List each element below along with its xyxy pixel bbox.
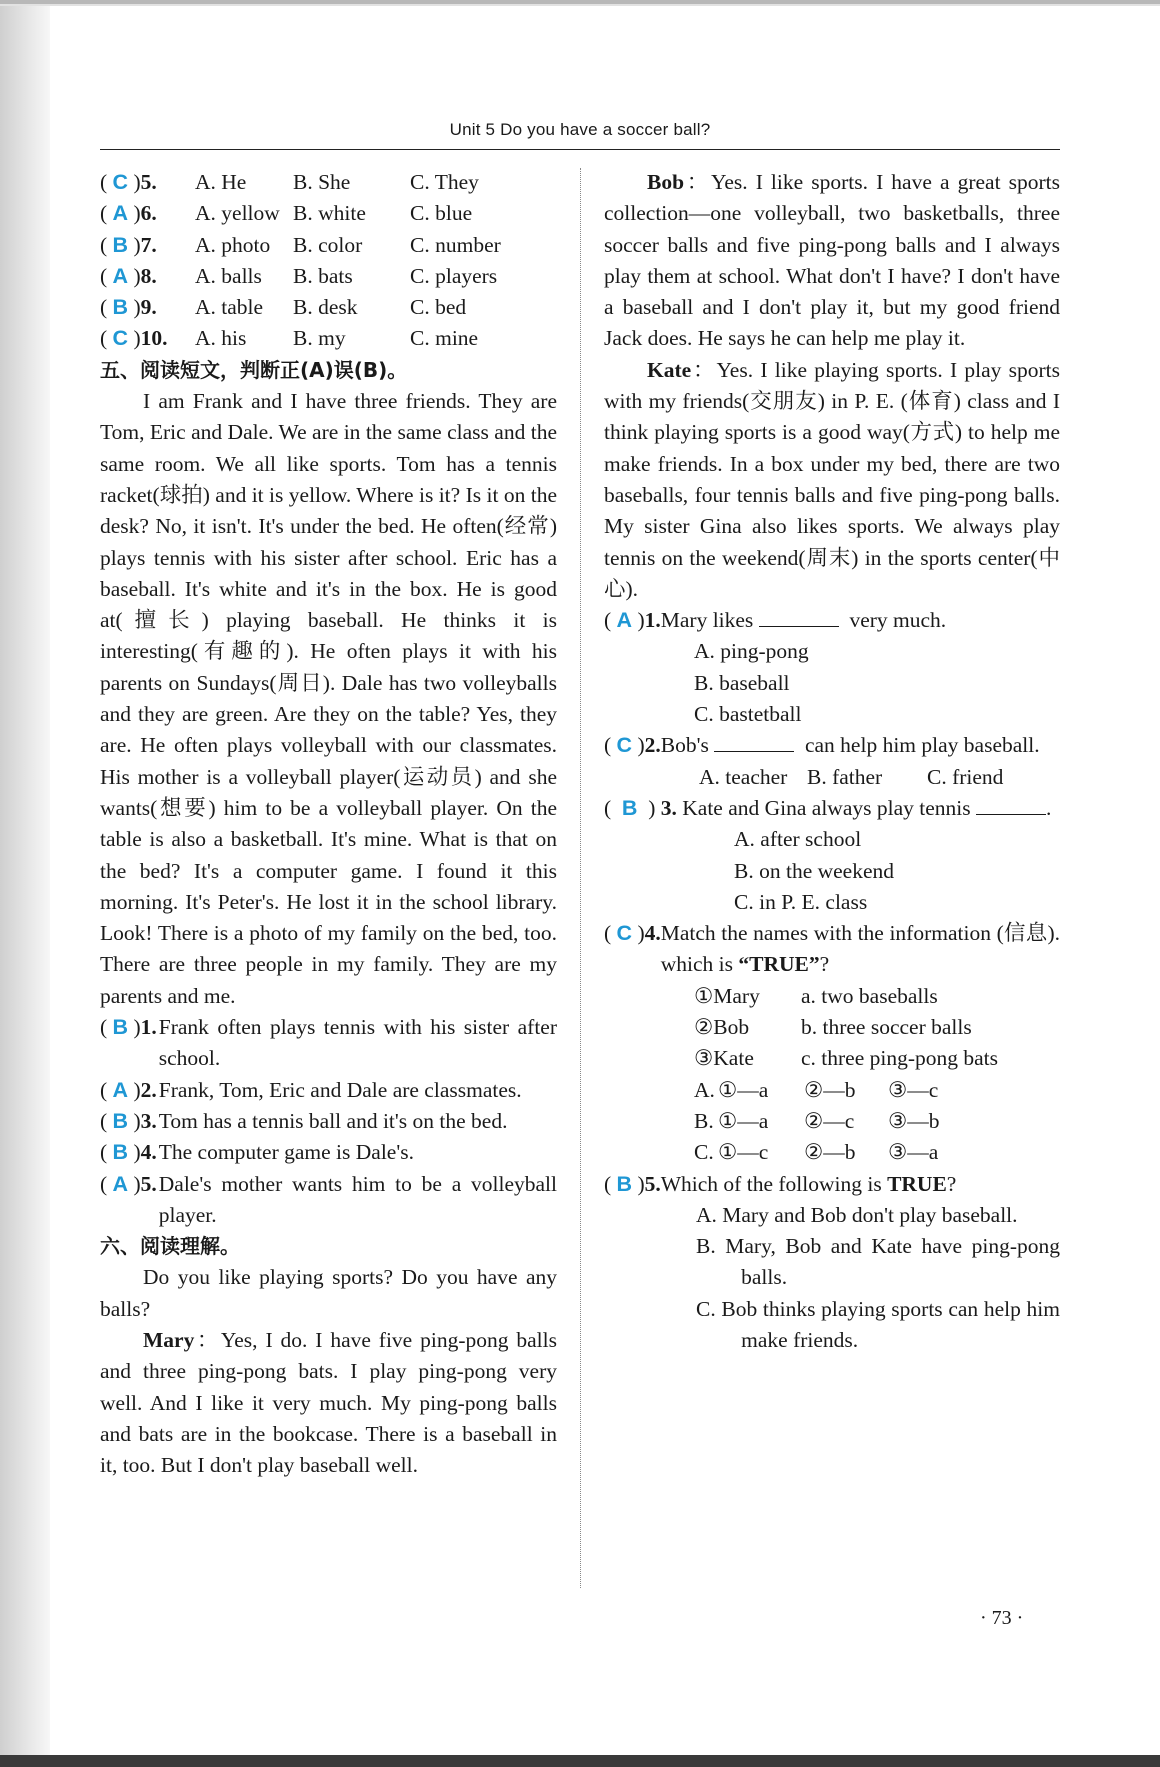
question-text-after: can help him play baseball.: [804, 733, 1040, 758]
question-text: Dale's mother wants him to be a volleyball player.: [158, 1171, 557, 1227]
question-text-bold: “TRUE”: [738, 952, 820, 977]
matching-option: [604, 1137, 1060, 1168]
bob-colon: ：: [684, 170, 711, 194]
paren-open: (: [100, 232, 108, 257]
judge-question: [100, 1012, 557, 1075]
answer-letter: C: [616, 733, 633, 758]
question-text-before: Which of the following is: [660, 1171, 882, 1196]
match-1: ①—c: [718, 1140, 769, 1165]
question-number-box: ( B )1.: [100, 1015, 157, 1040]
question-text-before: Kate and Gina always play tennis: [682, 795, 971, 820]
answer-blank: [759, 608, 839, 627]
match-1: ①—a: [718, 1077, 769, 1102]
page-top-edge-shadow: [0, 4, 1160, 6]
question-number-box: [100, 261, 205, 292]
question-text-before: Mary likes: [660, 608, 754, 633]
option-b: B. white: [293, 201, 366, 226]
option-c: C. bed: [410, 295, 467, 320]
match-2: ②—b: [804, 1140, 856, 1165]
judge-question: [100, 1169, 557, 1232]
answer-letter: B: [112, 295, 129, 320]
question-number: 10.: [140, 326, 168, 351]
answer-letter: A: [616, 608, 633, 633]
option-a: A. his: [195, 326, 247, 351]
paren-open: (: [100, 326, 108, 351]
option-c: C. mine: [410, 326, 479, 351]
option-b: B. She: [293, 170, 351, 194]
question-number: 8.: [140, 263, 157, 288]
option: B. baseball: [694, 670, 790, 695]
mary-colon: ：: [194, 1327, 221, 1352]
match-3: ③—a: [888, 1140, 939, 1165]
kate-name: Kate: [647, 357, 692, 382]
option-label: B.: [694, 1108, 714, 1133]
paren-close: ): [133, 263, 141, 288]
section-6-intro: Do you like playing sports? Do you have any balls?: [100, 1265, 557, 1321]
option: C. friend: [927, 764, 1004, 789]
option-b: B. my: [293, 326, 346, 351]
section-5-title: 五、阅读短文，判断正(A)误(B)。: [100, 357, 408, 382]
page-number: · 73 ·: [980, 1607, 1024, 1629]
option-a: A. He: [195, 170, 247, 194]
question-number: 4.: [140, 1140, 157, 1165]
question-text: The computer game is Dale's.: [158, 1140, 414, 1165]
question-number: 2.: [140, 1077, 157, 1102]
answer-letter: A: [112, 263, 129, 288]
option-a: A. balls: [195, 263, 262, 288]
question-number: 5.: [140, 170, 157, 194]
page-bottom-edge: [0, 1755, 1160, 1767]
question-number-box: [100, 167, 205, 198]
question-number-box: ( A )1.: [604, 608, 661, 633]
page-header: Unit 5 Do you have a soccer ball?: [449, 120, 711, 139]
kate-text: Yes. I like playing sports. I play sports with my friends(交朋友) in P. E. (体育) class and I think playing sports is a good way(方式) to help me make friends. In a box under my bed, there are two baseballs, four tennis balls and five ping-pong balls. My sister Gina also likes sports. We always play tennis on the weekend(周末) in the sports center(中心).: [604, 357, 1060, 601]
match-1: ①—a: [718, 1108, 769, 1133]
q5-option-c: [604, 1294, 1060, 1357]
question-text: Tom has a tennis ball and it's on the bed.: [158, 1108, 508, 1133]
option-b: B. bats: [293, 263, 353, 288]
question-text-after: .: [1046, 795, 1052, 820]
matching-pair: [604, 1012, 1060, 1043]
answer-letter: C: [112, 326, 129, 351]
left-column: [100, 167, 557, 1481]
question-text: [661, 1169, 1060, 1200]
question-text-bold: TRUE: [887, 1171, 947, 1196]
option-c: C. blue: [410, 201, 473, 226]
header-rule: [100, 149, 1060, 150]
paren-open: (: [100, 263, 108, 288]
question-number: 9.: [140, 295, 157, 320]
match-3: ③—b: [888, 1108, 940, 1133]
paren-close: ): [133, 170, 141, 194]
judge-question: [100, 1137, 557, 1168]
mary-paragraph: [100, 1325, 557, 1481]
question-number-box: ( B )4.: [100, 1140, 157, 1165]
matching-pair: [604, 1043, 1060, 1074]
question-number-box: ( B )3.: [100, 1108, 157, 1133]
pair-info: c. three ping-pong bats: [801, 1046, 999, 1071]
q5-option-b: [604, 1231, 1060, 1294]
question-text: Frank often plays tennis with his sister after school.: [158, 1015, 557, 1071]
section-5-passage: I am Frank and I have three friends. They are Tom, Eric and Dale. We are in the same class and the same room. We all like sports. Tom has a tennis racket(球拍) and it is yellow. Where is it? Is it on the desk? No, it isn't. It's under the bed. He often(经常) plays tennis with his sister after school. Eric has a baseball. It's white and it's in the box. He is good at(擅长) playing baseball. He thinks it is interesting(有趣的). He often plays it with his parents on Sundays(周日). Dale has two volleyballs and they are green. Are they on the table? Yes, they are. He often plays volleyball with our classmates. His mother is a volleyball player(运动员) and she wants(想要) him to be a volleyball player. On the table is also a basketball. It's mine. What is that on the bed? It's a computer game. I found it this morning. It's Peter's. He lost it in the school library. Look! There is a photo of my family on the bed, too. There are three people in my family. They are my parents and me.: [100, 389, 557, 1008]
question-text-after: ?: [819, 952, 830, 977]
q5-option-a: [604, 1200, 1060, 1231]
answer-letter: C: [112, 170, 129, 194]
paren-close: ): [133, 295, 141, 320]
answer-letter: A: [112, 201, 129, 226]
paren-close: ): [133, 326, 141, 351]
question-number-box: [100, 292, 205, 323]
option: A. ping-pong: [694, 639, 809, 664]
column-divider: [580, 168, 581, 1588]
match-2: ②—b: [804, 1077, 856, 1102]
option: C. Bob thinks playing sports can help him make friends.: [696, 1296, 1060, 1352]
option-label: A.: [694, 1077, 715, 1102]
bob-text: Yes. I like sports. I have a great sports collection—one volleyball, two basketballs, three soccer balls and five ping-pong balls and I always play them at school. What don't I have? I don't have a baseball and I don't play it, but my good friend Jack does. He says he can help me play it.: [604, 170, 1060, 351]
pair-name: ②Bob: [694, 1015, 750, 1040]
section-6-title: 六、阅读理解。: [100, 1234, 240, 1259]
answer-letter: A: [112, 1077, 129, 1102]
answer-letter: C: [616, 921, 633, 946]
answer-letter: B: [621, 795, 638, 820]
cloze-choices: [100, 167, 557, 355]
question-text-before: Bob's: [660, 733, 709, 758]
question-number: 6.: [140, 201, 157, 226]
paren-open: (: [100, 295, 108, 320]
kate-paragraph: [604, 355, 1060, 605]
choice-row: [100, 230, 557, 261]
option: C. in P. E. class: [734, 889, 868, 914]
paren-open: (: [100, 201, 108, 226]
match-2: ②—c: [804, 1108, 855, 1133]
question-text: [661, 605, 1060, 636]
answer-letter: B: [112, 1015, 129, 1040]
question-number: 1.: [140, 1015, 157, 1040]
option-b: B. color: [293, 232, 363, 257]
paren-open: (: [100, 170, 108, 194]
choice-row: [100, 167, 557, 198]
matching-pairs: [604, 981, 1060, 1075]
pair-name: ①Mary: [694, 983, 760, 1008]
pair-name: ③Kate: [694, 1046, 754, 1071]
question-number: 3.: [660, 795, 677, 820]
option-a: A. yellow: [195, 201, 280, 226]
question-number: 1.: [644, 608, 661, 633]
option-label: C.: [694, 1140, 714, 1165]
question-number-box: ( A )2.: [100, 1077, 157, 1102]
pair-info: a. two baseballs: [801, 983, 938, 1008]
question-number-box: ( C )4.: [604, 921, 661, 946]
right-column: [604, 167, 1060, 1356]
choice-row: [100, 292, 557, 323]
option-c: C. They: [410, 170, 479, 194]
question-text: Frank, Tom, Eric and Dale are classmates.: [158, 1077, 522, 1102]
option: A. teacher: [699, 764, 788, 789]
bob-name: Bob: [647, 170, 685, 194]
match-3: ③—c: [888, 1077, 939, 1102]
option: C. bastetball: [694, 702, 802, 727]
answer-letter: B: [112, 1140, 129, 1165]
question-number-box: [100, 323, 205, 354]
option-c: C. players: [410, 263, 498, 288]
reading-question-1: [604, 605, 1060, 636]
reading-question-3: [604, 793, 1060, 824]
option-c: C. number: [410, 232, 501, 257]
matching-pair: [604, 981, 1060, 1012]
paren-close: ): [133, 232, 141, 257]
answer-letter: B: [112, 1108, 129, 1133]
q2-options: [604, 762, 1060, 793]
option-a: A. photo: [195, 232, 271, 257]
judge-question: [100, 1075, 557, 1106]
question-text-after: ?: [946, 1171, 957, 1196]
book-spine-shadow: [0, 6, 50, 1758]
paren-close: ): [133, 201, 141, 226]
option: A. after school: [734, 827, 862, 852]
choice-row: [100, 323, 557, 354]
question-number: 7.: [140, 232, 157, 257]
question-number: 5.: [644, 1171, 661, 1196]
kate-colon: ：: [691, 357, 717, 382]
judge-question: [100, 1106, 557, 1137]
option: B. father: [807, 764, 883, 789]
matching-option: [604, 1075, 1060, 1106]
question-text: [661, 918, 1060, 981]
mary-text: Yes, I do. I have five ping-pong balls and three ping-pong bats. I play ping-pong very well. And I like it very much. My ping-pong balls and bats are in the bookcase. There is a baseball in it, too. But I don't play baseball well.: [100, 1327, 557, 1478]
matching-options: [604, 1075, 1060, 1169]
question-number: 4.: [644, 921, 661, 946]
choice-row: [100, 198, 557, 229]
answer-letter: B: [616, 1171, 633, 1196]
question-number-box: ( B ) 3.: [604, 795, 677, 820]
answer-letter: B: [112, 232, 129, 257]
question-text: [661, 730, 1060, 761]
reading-question-2: [604, 730, 1060, 761]
question-number-box: [100, 230, 205, 261]
question-number-box: [100, 198, 205, 229]
option-b: B. desk: [293, 295, 358, 320]
question-number-box: ( C )2.: [604, 733, 661, 758]
mary-name: Mary: [143, 1327, 195, 1352]
section-5-questions: [100, 1012, 557, 1231]
answer-blank: [976, 796, 1046, 815]
answer-letter: A: [112, 1171, 129, 1196]
question-number: 5.: [140, 1171, 157, 1196]
bob-paragraph: [604, 167, 1060, 355]
pair-info: b. three soccer balls: [801, 1015, 972, 1040]
reading-question-4: [604, 918, 1060, 981]
option: B. Mary, Bob and Kate have ping-pong balls.: [696, 1234, 1060, 1290]
question-number: 2.: [644, 733, 661, 758]
option: B. on the weekend: [734, 858, 895, 883]
reading-question-5: [604, 1169, 1060, 1200]
question-text: [682, 793, 1060, 824]
matching-option: [604, 1106, 1060, 1137]
question-number: 3.: [140, 1108, 157, 1133]
choice-row: [100, 261, 557, 292]
question-number-box: ( B )5.: [604, 1171, 661, 1196]
question-number-box: ( A )5.: [100, 1171, 157, 1196]
answer-blank: [714, 733, 794, 752]
question-text-before: Match the names with the information (信息). which is: [660, 921, 1060, 977]
question-text-after: very much.: [849, 608, 947, 633]
option-a: A. table: [195, 295, 264, 320]
option: A. Mary and Bob don't play baseball.: [696, 1202, 1018, 1227]
